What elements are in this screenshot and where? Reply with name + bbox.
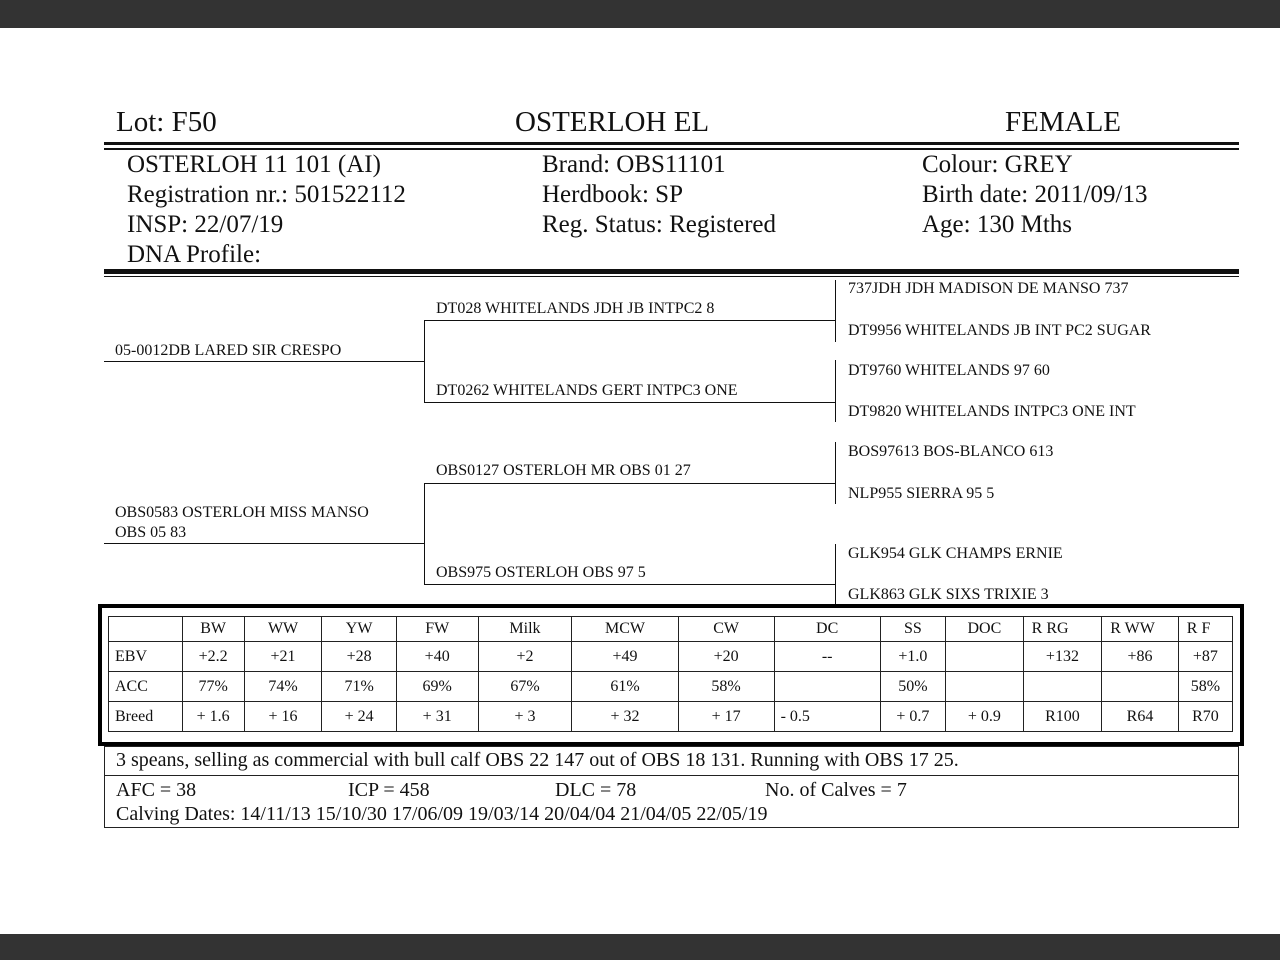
ebv-cell: + 32 <box>572 702 678 732</box>
pedigree-connector <box>835 442 836 504</box>
breeder-name: OSTERLOH EL <box>515 106 710 138</box>
ebv-cell: +49 <box>572 642 678 672</box>
ebv-header-row <box>109 617 1233 642</box>
calving-dates: Calving Dates: 14/11/13 15/10/30 17/06/09 19/03/14 20/04/04 21/04/05 22/05/19 <box>116 803 768 825</box>
pedigree-ggp-7: GLK954 GLK CHAMPS ERNIE <box>848 545 1063 562</box>
ebv-cell: +20 <box>678 642 774 672</box>
pedigree-ggp-8: GLK863 GLK SIXS TRIXIE 3 <box>848 586 1049 603</box>
ebv-cell <box>946 642 1024 672</box>
ebv-cell: +86 <box>1102 642 1179 672</box>
ebv-cell: + 16 <box>244 702 322 732</box>
brand: Brand: OBS11101 <box>542 151 726 178</box>
pedigree-connector <box>424 483 425 584</box>
ebv-cell: +2.2 <box>182 642 244 672</box>
info-rule <box>104 269 1239 274</box>
dlc: DLC = 78 <box>555 779 637 801</box>
pedigree-ggp-3: DT9760 WHITELANDS 97 60 <box>848 362 1050 379</box>
age: Age: 130 Mths <box>922 211 1072 238</box>
ebv-row <box>109 642 1233 672</box>
ebv-cell: 61% <box>572 672 678 702</box>
ebv-cell: 58% <box>1178 672 1232 702</box>
pedigree-dam-dam: OBS975 OSTERLOH OBS 97 5 <box>436 564 646 581</box>
pedigree-connector <box>835 544 836 606</box>
ebv-header-cell: MCW <box>572 617 678 642</box>
ebv-cell: R70 <box>1178 702 1232 732</box>
ebv-cell: + 3 <box>478 702 572 732</box>
inspection-date: INSP: 22/07/19 <box>127 211 284 238</box>
ebv-cell: + 0.9 <box>946 702 1024 732</box>
top-bar <box>0 0 1280 28</box>
ebv-cell: +132 <box>1023 642 1102 672</box>
ebv-cell: -- <box>774 642 880 672</box>
ebv-header-cell: R WW <box>1102 617 1179 642</box>
ebv-cell: + 31 <box>396 702 478 732</box>
ebv-cell: + 1.6 <box>182 702 244 732</box>
dna-profile: DNA Profile: <box>127 241 262 268</box>
pedigree-sire: 05-0012DB LARED SIR CRESPO <box>115 342 342 359</box>
pedigree-line <box>424 402 836 403</box>
icp: ICP = 458 <box>348 779 430 801</box>
afc: AFC = 38 <box>116 779 197 801</box>
pedigree-ggp-4: DT9820 WHITELANDS INTPC3 ONE INT <box>848 403 1136 420</box>
ebv-header-cell: FW <box>396 617 478 642</box>
ebv-cell: +1.0 <box>880 642 945 672</box>
info-rule-thin <box>104 276 1239 277</box>
ebv-cell: 67% <box>478 672 572 702</box>
ebv-header-cell: YW <box>322 617 397 642</box>
sex-label: FEMALE <box>1005 106 1121 138</box>
ebv-cell: +40 <box>396 642 478 672</box>
pedigree-ggp-1: 737JDH JDH MADISON DE MANSO 737 <box>848 280 1129 297</box>
pedigree-dam-code: OBS 05 83 <box>115 524 187 541</box>
ebv-row-label: Breed <box>109 702 183 732</box>
ebv-cell: 58% <box>678 672 774 702</box>
ebv-header-cell: Milk <box>478 617 572 642</box>
ebv-cell <box>774 672 880 702</box>
ebv-header-cell: DOC <box>946 617 1024 642</box>
ebv-header-cell: WW <box>244 617 322 642</box>
lot-number: Lot: F50 <box>116 106 217 138</box>
ebv-header-cell: R F <box>1178 617 1232 642</box>
pedigree-line <box>424 483 836 484</box>
ebv-cell: +87 <box>1178 642 1232 672</box>
pedigree-connector <box>424 320 425 402</box>
ebv-row-label: EBV <box>109 642 183 672</box>
ebv-cell: - 0.5 <box>774 702 880 732</box>
ebv-header-cell <box>109 617 183 642</box>
ebv-cell: +21 <box>244 642 322 672</box>
animal-name: OSTERLOH 11 101 (AI) <box>127 151 381 178</box>
pedigree-dam-sire: OBS0127 OSTERLOH MR OBS 01 27 <box>436 462 691 479</box>
pedigree-line <box>424 320 836 321</box>
herdbook: Herdbook: SP <box>542 181 683 208</box>
pedigree-line <box>104 543 425 544</box>
ebv-cell: R100 <box>1023 702 1102 732</box>
pedigree-ggp-2: DT9956 WHITELANDS JB INT PC2 SUGAR <box>848 322 1151 339</box>
registration-status: Reg. Status: Registered <box>542 211 776 238</box>
ebv-table <box>108 616 1233 732</box>
header-rule-thin <box>104 142 1239 145</box>
pedigree-line <box>424 584 836 585</box>
pedigree-dam: OBS0583 OSTERLOH MISS MANSO <box>115 504 369 521</box>
ebv-cell: +28 <box>322 642 397 672</box>
ebv-header-cell: BW <box>182 617 244 642</box>
birth-date: Birth date: 2011/09/13 <box>922 181 1148 208</box>
ebv-cell: 74% <box>244 672 322 702</box>
pedigree-sire-sire: DT028 WHITELANDS JDH JB INTPC2 8 <box>436 300 715 317</box>
bottom-bar <box>0 934 1280 960</box>
acc-row <box>109 672 1233 702</box>
ebv-cell: 71% <box>322 672 397 702</box>
pedigree-ggp-5: BOS97613 BOS-BLANCO 613 <box>848 443 1054 460</box>
colour: Colour: GREY <box>922 151 1073 178</box>
ebv-cell: + 0.7 <box>880 702 945 732</box>
pedigree-connector <box>835 280 836 342</box>
ebv-cell: + 24 <box>322 702 397 732</box>
ebv-cell <box>1023 672 1102 702</box>
pedigree-ggp-6: NLP955 SIERRA 95 5 <box>848 485 995 502</box>
ebv-cell <box>946 672 1024 702</box>
breed-row <box>109 702 1233 732</box>
notes-divider <box>104 775 1239 776</box>
number-of-calves: No. of Calves = 7 <box>765 779 907 801</box>
ebv-cell: 77% <box>182 672 244 702</box>
ebv-header-cell: DC <box>774 617 880 642</box>
pedigree-connector <box>835 360 836 422</box>
pedigree-sire-dam: DT0262 WHITELANDS GERT INTPC3 ONE <box>436 382 738 399</box>
remark: 3 speans, selling as commercial with bull calf OBS 22 147 out of OBS 18 131. Running with OBS 17 25. <box>116 749 959 771</box>
header-rule <box>104 148 1239 150</box>
registration-number: Registration nr.: 501522112 <box>127 181 406 208</box>
ebv-header-cell: SS <box>880 617 945 642</box>
ebv-cell <box>1102 672 1179 702</box>
ebv-row-label: ACC <box>109 672 183 702</box>
ebv-header-cell: R RG <box>1023 617 1102 642</box>
ebv-cell: + 17 <box>678 702 774 732</box>
ebv-cell: 69% <box>396 672 478 702</box>
ebv-header-cell: CW <box>678 617 774 642</box>
ebv-cell: 50% <box>880 672 945 702</box>
ebv-cell: +2 <box>478 642 572 672</box>
ebv-cell: R64 <box>1102 702 1179 732</box>
pedigree-line <box>104 361 425 362</box>
